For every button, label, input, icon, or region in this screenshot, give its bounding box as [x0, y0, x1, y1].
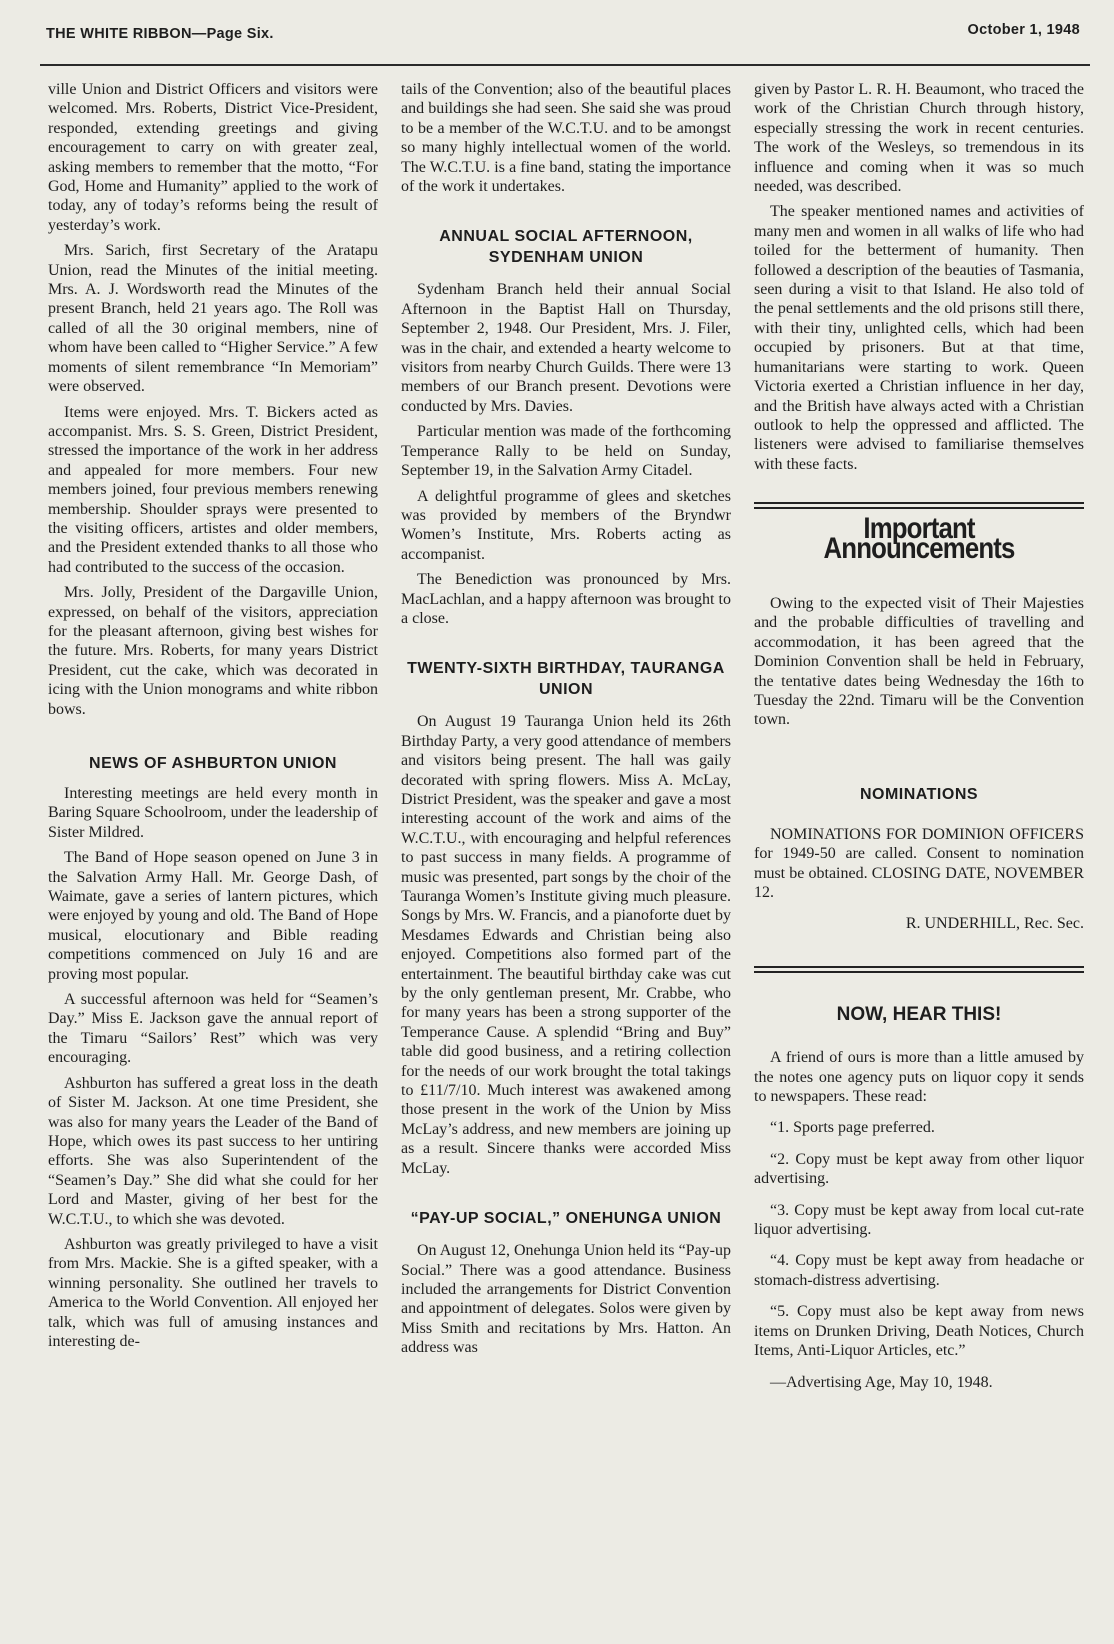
list-item: “2. Copy must be kept away from other liquor advertising. — [754, 1150, 1084, 1188]
list-item: “1. Sports page preferred. — [770, 1119, 935, 1137]
article-paragraph: Owing to the expected visit of Their Majesties and the probable difficulties of travelling and accommodation, it has been agreed that the Dominion Convention shall be held in February, the tentative dates being Wednesday the 16th to Tuesday the 22nd. Timaru will be the Convention town. — [754, 594, 1084, 729]
spacer — [754, 480, 1084, 502]
double-rule — [754, 966, 1084, 973]
article-paragraph: Mrs. Sarich, first Secretary of the Aratapu Union, read the Minutes of the initial meeting. Mrs. A. J. Wordsworth read the Minutes of the present Branch, held 21 years ago. The Roll was called of all the 30 original members, nine of whom have been called to “Higher Service.” A few moments of silent remembrance “In Memoriam” were observed. — [48, 242, 378, 396]
list-item: “5. Copy must also be kept away from news items on Drunken Driving, Death Notices, Church Items, Anti-Liquor Articles, etc.” — [754, 1303, 1084, 1360]
headline-important-announcements: Important Announcements — [823, 512, 1015, 565]
article-paragraph: The Band of Hope season opened on June 3 in the Salvation Army Hall. Mr. George Dash, of Waimate, gave a series of lantern pictures, which were enjoyed by young and old. The Band of Hope musical, elocutionary and Bible reading competitions commenced on July 16 and are proving most popular. — [48, 849, 378, 983]
spacer — [754, 940, 1084, 966]
page-header — [40, 22, 1080, 48]
article-paragraph: On August 19 Tauranga Union held its 26th Birthday Party, a very good attendance of members and visitors being present. The hall was gaily decorated with spring flowers. Miss A. McLay, District President, was the speaker and gave a most interesting account of the work and aims of the W.C.T.U., with encouraging and helpful references to past success in many fields. A programme of music was presented, part songs by the choir of the Tauranga Women’s Institute giving much pleasure. Songs by Mrs. W. Francis, and a pianoforte duet by Mesdames Edwards and Christian being also enjoyed. Competitions also formed part of the entertainment. The beautiful birthday cake was cut by the only gentleman present, Mr. Crabbe, who for many years has been a strong supporter of the Temperance Cause. A splendid “Bring and Buy” table did good business, and a retiring collection for the needs of our work brought the total takings to £11/7/10. Much interest was awakened among those present in the work of the Union by Miss McLay’s address, and new members are joining up as a result. Sincere thanks were accorded Miss McLay. — [401, 713, 731, 1177]
spacer — [401, 202, 731, 226]
headline-now-hear-this: NOW, HEAR THIS! — [836, 1003, 1002, 1025]
article-paragraph: A successful afternoon was held for “Seamen’s Day.” Miss E. Jackson gave the annual report of the Timaru “Sailors’ Rest” which was very encouraging. — [48, 991, 378, 1067]
spacer — [401, 634, 731, 658]
spacer — [754, 1024, 1084, 1048]
column-3 — [754, 80, 1084, 1398]
header-rule — [40, 64, 1090, 66]
spacer — [754, 973, 1084, 1005]
spacer — [401, 1229, 731, 1241]
article-paragraph: Ashburton has suffered a great loss in the death of Sister M. Jackson. At one time President, she was also for many years the Leader of the Band of Hope, which owes its past success to her untiring efforts. She was also Superintendent of the “Seamen’s Day.” She did what she could for her Lord and Master, giving of her best for the W.C.T.U., to which she was devoted. — [48, 1074, 378, 1228]
article-paragraph: The Benediction was pronounced by Mrs. MacLachlan, and a happy afternoon was brought to a close. — [401, 571, 731, 627]
headline-ashburton: NEWS OF ASHBURTON UNION — [89, 755, 337, 772]
article-paragraph: Particular mention was made of the forthcoming Temperance Rally to be held on Sunday, September 19, in the Salvation Army Citadel. — [401, 423, 731, 480]
article-paragraph: The speaker mentioned names and activities of many men and women in all walks of life who had toiled for the betterment of humanity. Then followed a description of the beauties of Tasmania, seen during a visit to that Island. He also told of the penal settlements and the old prisons still there, with their tiny, unlighted cells, which had been occupied by prisoners. But at that time, humanitarians were starting to work. Queen Victoria exerted a Christian influence in her day, and the British have always acted with a Christian outlook to help the oppressed and afflicted. The listeners were advised to familiarise themselves with these facts. — [754, 203, 1084, 473]
spacer — [48, 725, 378, 753]
publication-title: THE WHITE RIBBON—Page Six. — [46, 26, 274, 42]
headline-sydenham: ANNUAL SOCIAL AFTERNOON, SYDENHAM UNION — [439, 228, 693, 267]
spacer — [401, 268, 731, 280]
signature: R. UNDERHILL, Rec. Sec. — [905, 915, 1084, 933]
article-paragraph: Mrs. Jolly, President of the Dargaville Union, expressed, on behalf of the visitors, appreciation for the pleasant afternoon, giving best wishes for the future. Mrs. Roberts, for many years District President, cut the cake, which was decorated in icing with the Union monograms and white ribbon bows. — [48, 584, 378, 718]
article-paragraph: A friend of ours is more than a little amused by the notes one agency puts on liquor copy it sends to newspapers. These read: — [754, 1049, 1084, 1106]
headline-tauranga: TWENTY-SIXTH BIRTHDAY, TAURANGA UNION — [407, 660, 725, 699]
list-item: “3. Copy must be kept away from local cut-rate liquor advertising. — [754, 1201, 1084, 1239]
headline-onehunga: “PAY-UP SOCIAL,” ONEHUNGA UNION — [410, 1210, 722, 1228]
article-paragraph: A delightful programme of glees and sketches was provided by members of the Bryndwr Women’s Institute, Mrs. Roberts acting as accompanist. — [401, 487, 731, 563]
issue-date: October 1, 1948 — [967, 22, 1080, 38]
article-paragraph: Sydenham Branch held their annual Social Afternoon in the Baptist Hall on Thursday, September 2, 1948. Our President, Mrs. J. Filer, was in the chair, and extended a hearty welcome to visitors from nearby Church Guilds. There were 13 members of our Branch present. Devotions were conducted by Mrs. Davies. — [401, 281, 731, 415]
article-paragraph: Ashburton was greatly privileged to have a visit from Mrs. Mackie. She is a gifted speaker, with a winning personality. She outlined her travels to America to the World Convention. All enjoyed her talk, which was full of amusing instances and interesting de- — [48, 1235, 378, 1350]
spacer — [754, 805, 1084, 825]
article-paragraph: given by Pastor L. R. H. Beaumont, who traced the work of the Christian Church through history, especially stressing the work in recent centuries. The work of the Wesleys, so tremendous in its influence and coming when it was so much needed, was described. — [754, 81, 1084, 196]
article-paragraph: On August 12, Onehunga Union held its “Pay-up Social.” There was a good attendance. Business included the arrangements for District Convention and appointment of delegates. Solos were given by Miss Smith and recitations by Mrs. Hatton. An address was — [401, 1242, 731, 1357]
double-rule — [754, 502, 1084, 509]
article-paragraph: NOMINATIONS FOR DOMINION OFFICERS for 1949-50 are called. Consent to nomination must be obtained. CLOSING DATE, NOVEMBER 12. — [754, 825, 1084, 901]
column-1 — [48, 80, 378, 1357]
article-paragraph: tails of the Convention; also of the beautiful places and buildings she had seen. She said she was proud to be a member of the W.C.T.U. and to be amongst so many highly intellectual women of the world. The W.C.T.U. is a fine band, stating the importance of the work it undertakes. — [401, 81, 731, 196]
list-item: “4. Copy must be kept away from headache or stomach-distress advertising. — [754, 1252, 1084, 1289]
spacer — [401, 1184, 731, 1208]
spacer — [754, 736, 1084, 784]
headline-nominations: NOMINATIONS — [859, 785, 979, 803]
article-paragraph: Items were enjoyed. Mrs. T. Bickers acted as accompanist. Mrs. S. S. Green, District President, stressed the importance of the work in her address and appealed for more members. Four new members joined, four previous members renewing membership. Shoulder sprays were presented to the visiting officers, artistes and older members, and the President extended thanks to all those who had contributed to the success of the occasion. — [48, 403, 378, 576]
source-credit: —Advertising Age, May 10, 1948. — [770, 1373, 993, 1391]
spacer — [401, 700, 731, 712]
article-paragraph: ville Union and District Officers and visitors were welcomed. Mrs. Roberts, District Vice-President, responded, extending greetings and giving encouragement to carry on with greater zeal, asking members to remember that the motto, “For God, Home and Humanity” applied to the work of today, any of today’s reforms being the result of yesterday’s work. — [48, 81, 378, 234]
column-2 — [401, 80, 731, 1364]
spacer — [48, 774, 378, 784]
article-paragraph: Interesting meetings are held every month in Baring Square Schoolroom, under the leadership of Sister Mildred. — [48, 785, 378, 841]
